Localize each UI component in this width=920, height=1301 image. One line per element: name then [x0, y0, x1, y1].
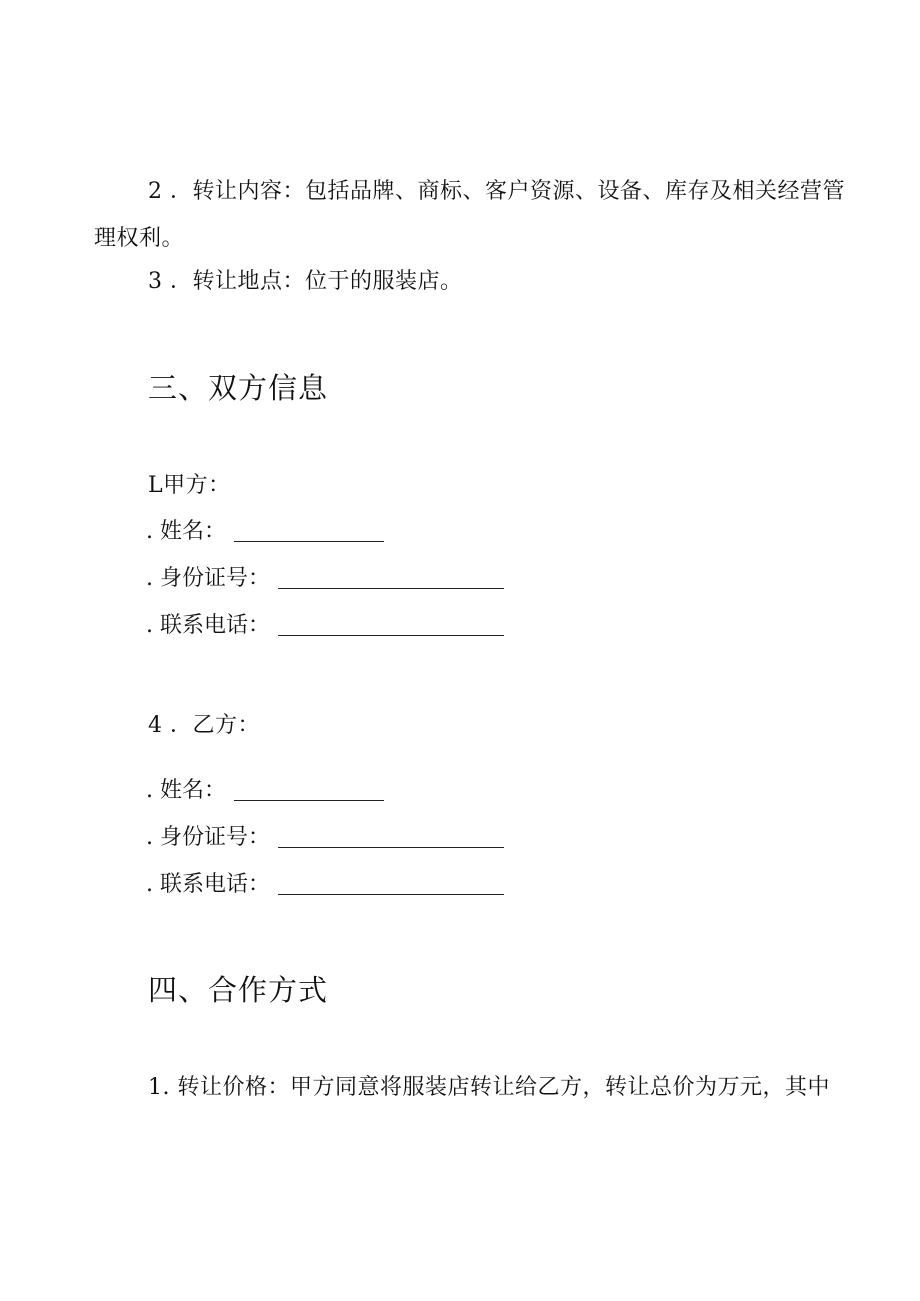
- party-b-id-blank[interactable]: [278, 827, 504, 848]
- party-b-name-field: [146, 777, 384, 805]
- party-a-id-label: . 身份证号：: [146, 566, 270, 591]
- party-a-title: L甲方：: [148, 473, 231, 498]
- party-b-name-blank[interactable]: [234, 780, 384, 801]
- transfer-content-line1: 2 ．转让内容：包括品牌、商标、客户资源、设备、库存及相关经营管: [148, 179, 845, 204]
- party-b-name-label: . 姓名：: [146, 778, 226, 803]
- transfer-price: 1. 转让价格：甲方同意将服装店转让给乙方，转让总价为万元，其中: [148, 1075, 830, 1100]
- party-a-phone-blank[interactable]: [278, 615, 504, 636]
- party-a-phone-label: . 联系电话：: [146, 613, 270, 638]
- party-b-title: 4 ．乙方：: [148, 713, 260, 738]
- party-b-phone-field: [146, 871, 504, 899]
- party-a-name-label: . 姓名：: [146, 519, 226, 544]
- section-heading-cooperation: 四、合作方式: [148, 973, 329, 1007]
- party-a-name-blank[interactable]: [234, 521, 384, 542]
- transfer-location: 3 ．转让地点：位于的服装店。: [148, 269, 463, 294]
- party-a-name-field: [146, 518, 384, 546]
- party-b-id-field: [146, 824, 504, 852]
- party-b-id-label: . 身份证号：: [146, 825, 270, 850]
- party-a-id-blank[interactable]: [278, 568, 504, 589]
- party-a-id-field: [146, 565, 504, 593]
- transfer-content-line2: 理权利。: [94, 226, 185, 251]
- section-heading-party-info: 三、双方信息: [148, 371, 329, 405]
- party-b-phone-blank[interactable]: [278, 874, 504, 895]
- party-a-phone-field: [146, 612, 504, 640]
- party-b-phone-label: . 联系电话：: [146, 872, 270, 897]
